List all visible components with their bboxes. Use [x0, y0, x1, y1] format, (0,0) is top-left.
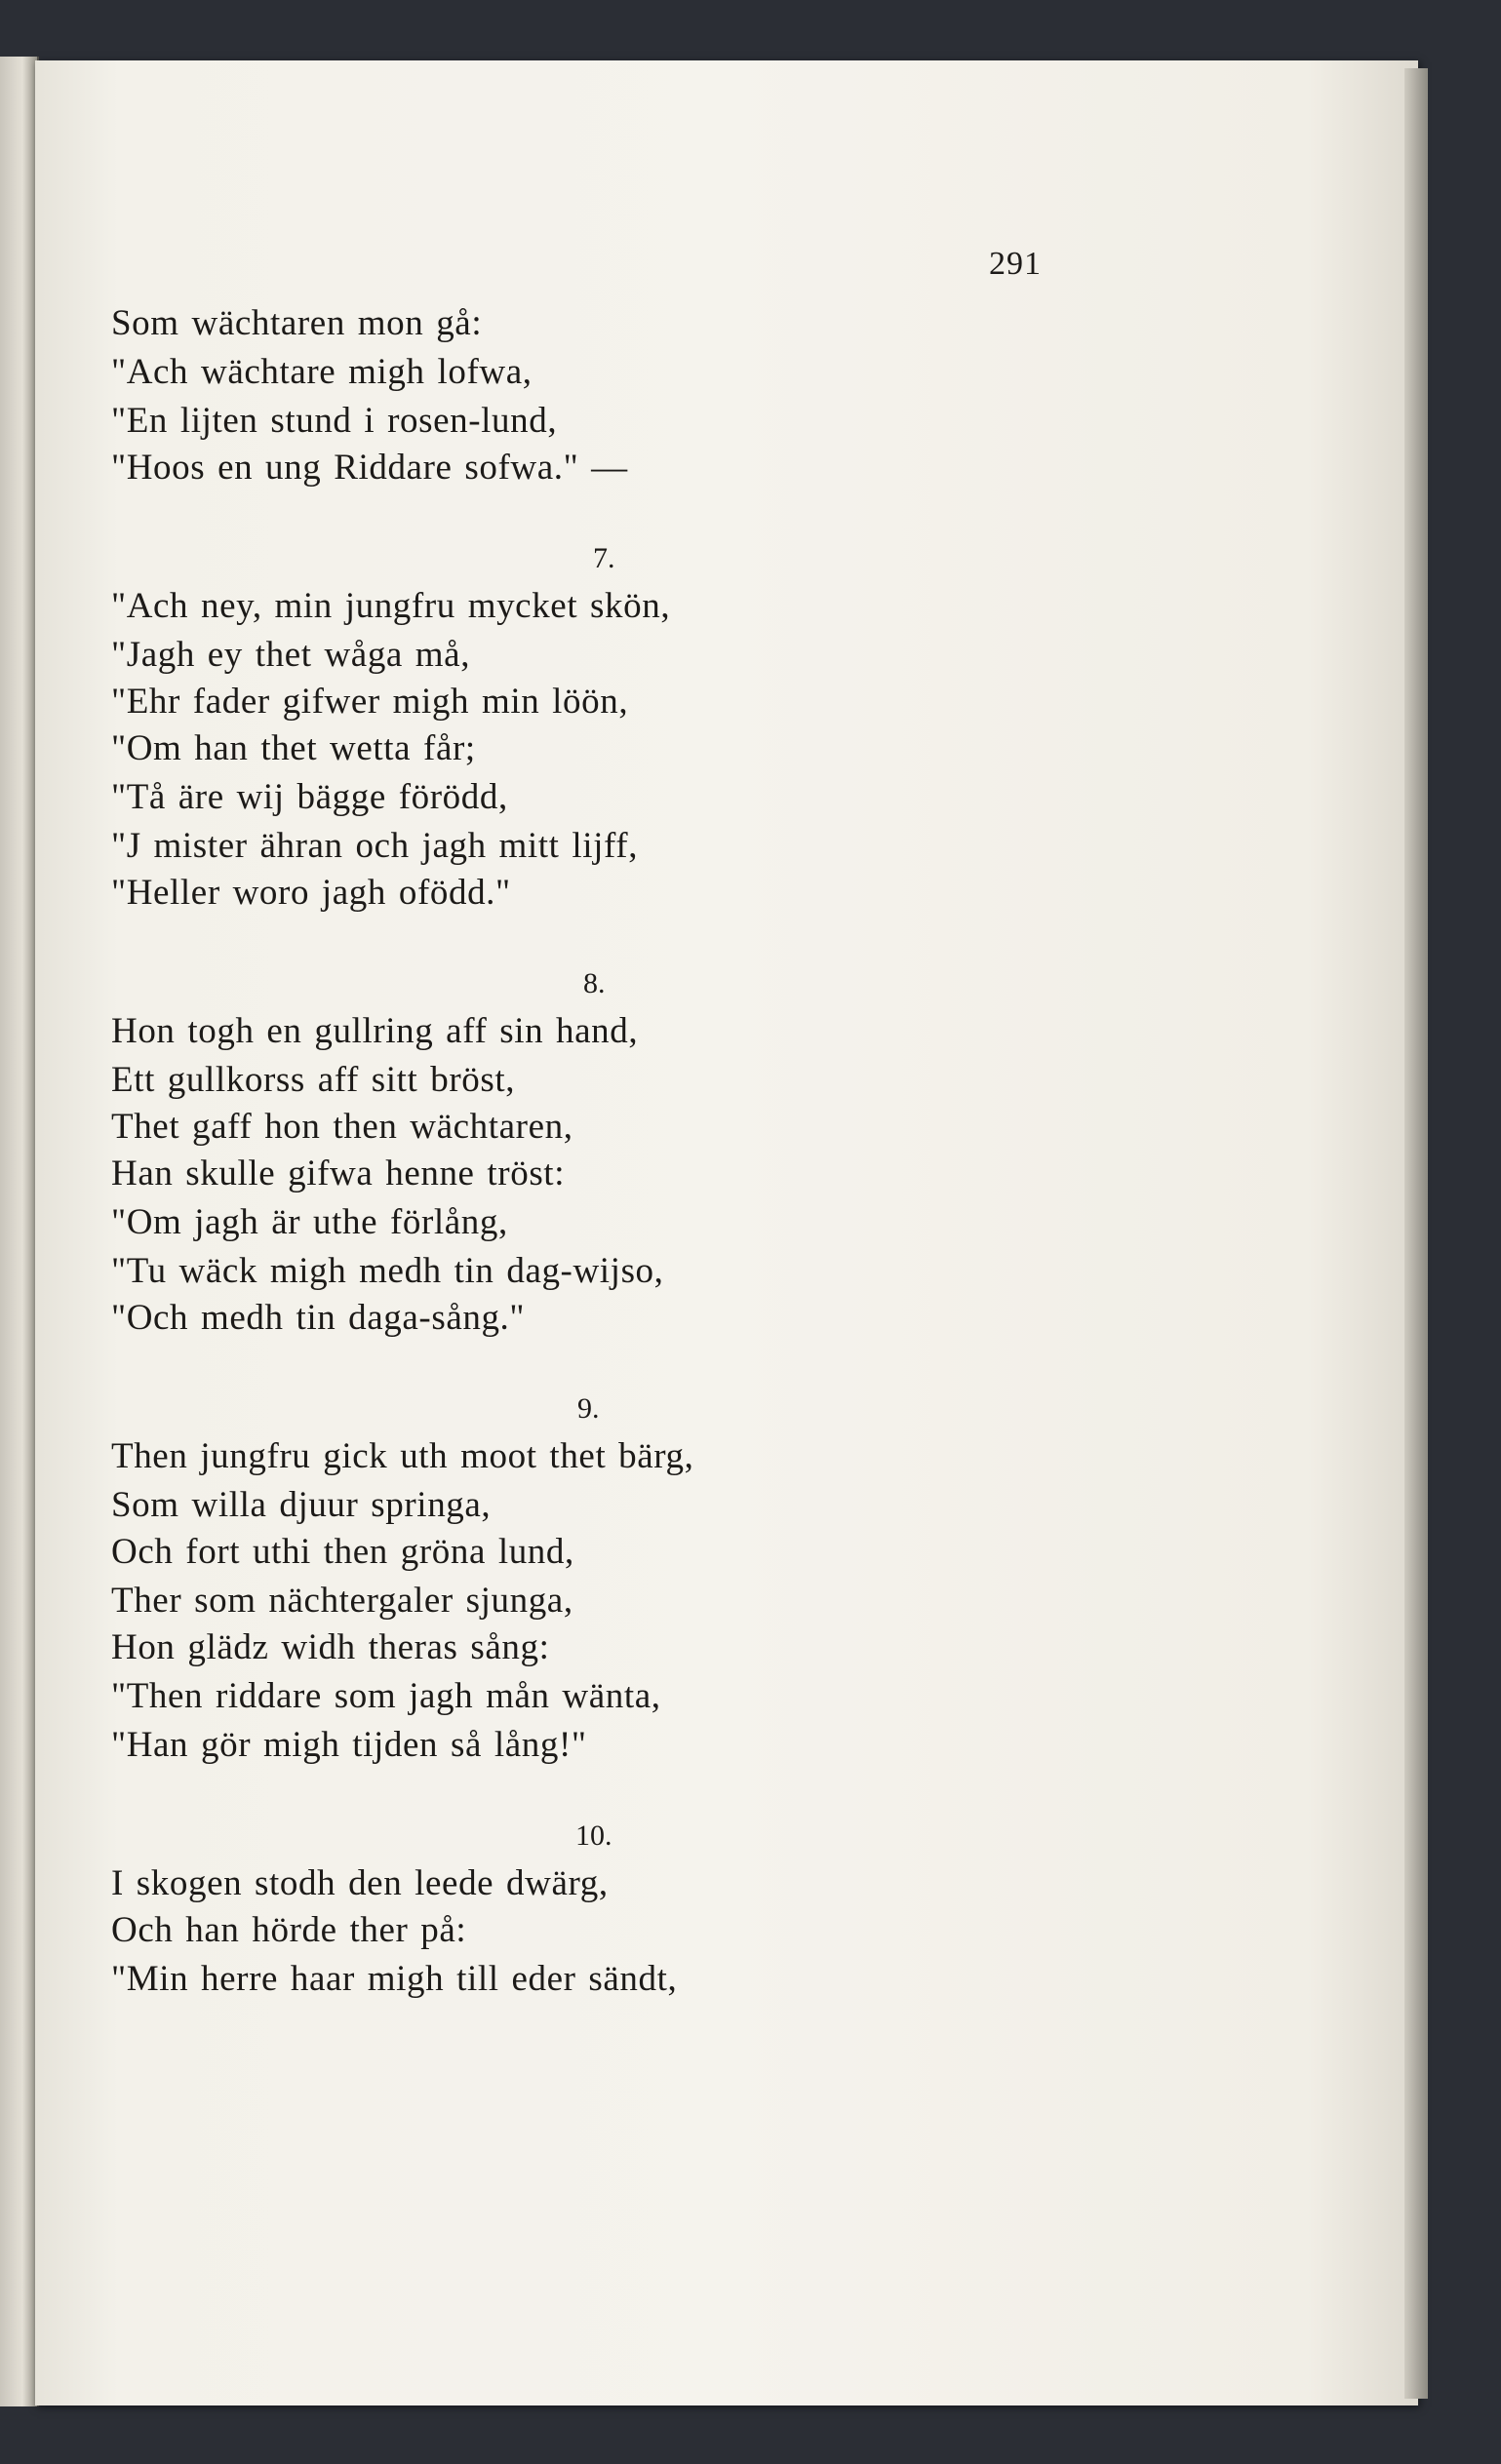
- verse-line: Ett gullkorss aff sitt bröst,: [111, 1060, 516, 1100]
- verse-line: "Min herre haar migh till eder sändt,: [111, 1959, 678, 1999]
- stanza-number: 9.: [577, 1392, 600, 1425]
- verse-line: Then jungfru gick uth moot thet bärg,: [111, 1436, 694, 1476]
- verse-line: "Ehr fader gifwer migh min löön,: [111, 682, 629, 722]
- verse-line: Han skulle gifwa henne tröst:: [111, 1154, 566, 1193]
- verse-line: Och fort uthi then gröna lund,: [111, 1532, 574, 1572]
- verse-line: Thet gaff hon then wächtaren,: [111, 1107, 573, 1147]
- page-fold-shadow: [1404, 68, 1428, 2399]
- verse-line: "Han gör migh tijden så lång!": [111, 1725, 587, 1765]
- verse-line: Och han hörde ther på:: [111, 1910, 467, 1950]
- verse-line: "Tå äre wij bägge förödd,: [111, 777, 508, 817]
- verse-line: "Tu wäck migh medh tin dag-wijso,: [111, 1251, 664, 1291]
- verse-line: Som wächtaren mon gå:: [111, 303, 483, 343]
- verse-line: "Och medh tin daga-sång.": [111, 1298, 526, 1338]
- verse-line: "J mister ähran och jagh mitt lijff,: [111, 826, 639, 866]
- left-page-edge: [0, 57, 39, 2406]
- verse-line: "Hoos en ung Riddare sofwa." —: [111, 448, 628, 488]
- verse-line: "Ach wächtare migh lofwa,: [111, 352, 533, 392]
- verse-line: Hon togh en gullring aff sin hand,: [111, 1011, 639, 1051]
- stanza-number: 8.: [583, 967, 606, 999]
- verse-line: "Then riddare som jagh mån wänta,: [111, 1676, 661, 1716]
- verse-line: "Jagh ey thet wåga må,: [111, 635, 471, 675]
- verse-line: "Om jagh är uthe förlång,: [111, 1202, 508, 1242]
- page-number: 291: [989, 246, 1042, 282]
- verse-line: "Om han thet wetta får;: [111, 728, 476, 768]
- verse-line: "Heller woro jagh ofödd.": [111, 873, 511, 913]
- stanza-number: 7.: [593, 542, 615, 574]
- stanza-number: 10.: [575, 1819, 612, 1852]
- verse-line: Ther som nächtergaler sjunga,: [111, 1581, 573, 1621]
- verse-line: Som willa djuur springa,: [111, 1485, 492, 1525]
- verse-line: "En lijten stund i rosen-lund,: [111, 401, 558, 441]
- verse-line: I skogen stodh den leede dwärg,: [111, 1863, 609, 1903]
- verse-line: Hon glädz widh theras sång:: [111, 1627, 550, 1667]
- verse-line: "Ach ney, min jungfru mycket skön,: [111, 586, 671, 626]
